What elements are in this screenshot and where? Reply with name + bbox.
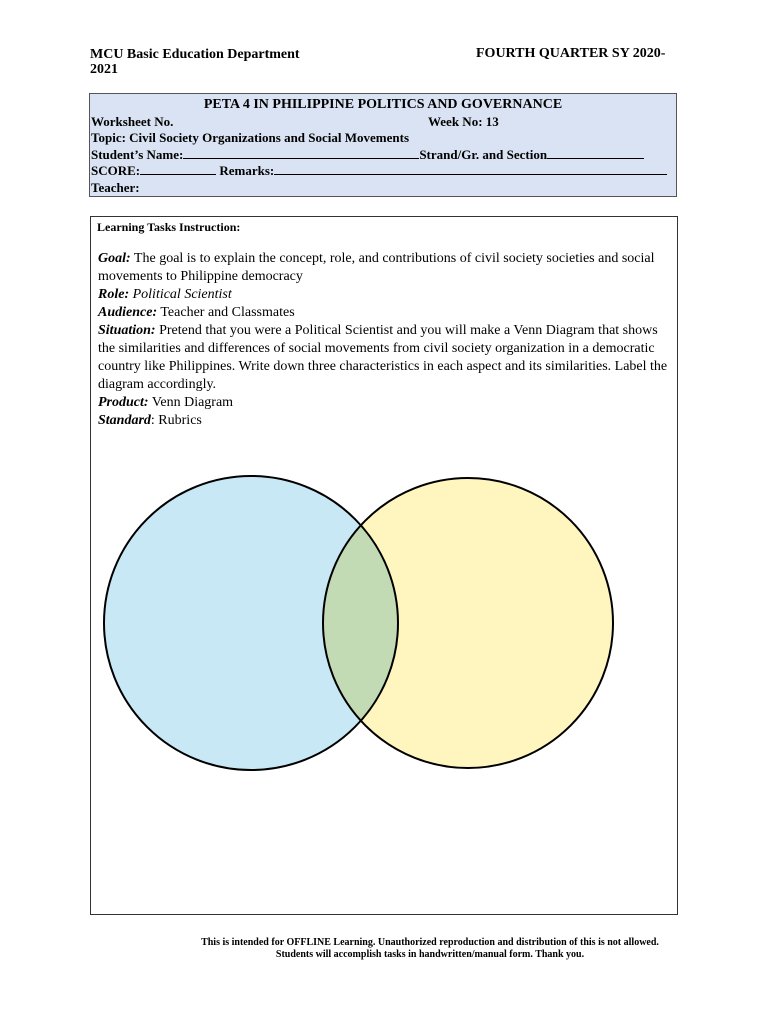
learning-tasks-box — [90, 216, 678, 915]
strand-blank[interactable] — [547, 147, 644, 159]
footer-line-2: Students will accomplish tasks in handwritten/manual form. Thank you. — [275, 949, 585, 960]
student-name-label: Student’s Name: — [91, 147, 184, 162]
venn-diagram — [91, 217, 677, 914]
score-row — [91, 163, 667, 179]
goal-label: Goal: — [98, 251, 131, 266]
role-label: Role: — [98, 287, 130, 302]
teacher-label: Teacher: — [91, 180, 140, 195]
worksheet-info-box — [89, 93, 677, 197]
student-name-blank[interactable] — [183, 147, 419, 159]
role-text: Political Scientist — [132, 287, 232, 302]
goal-text: The goal is to explain the concept, role, and contributions of civil society societies and social movements to Philippine democracy — [98, 251, 655, 284]
remarks-label: Remarks: — [219, 163, 275, 178]
situation-text: Pretend that you were a Political Scientist and you will make a Venn Diagram that shows the similarities and differences of social movements from civil society organization in a democratic country like Philippines. Write down three characteristics in each aspect and its similarities. Label the diagram accordingly. — [98, 323, 668, 392]
quarter-label: FOURTH QUARTER SY 2020- — [476, 46, 666, 61]
department-name: MCU Basic Education Department — [90, 47, 300, 62]
footer-line-1: This is intended for OFFLINE Learning. Unauthorized reproduction and distribution of this is not allowed. — [201, 937, 659, 948]
topic: Topic: Civil Society Organizations and Social Movements — [91, 130, 410, 145]
worksheet-title: PETA 4 IN PHILIPPINE POLITICS AND GOVERNANCE — [203, 97, 563, 112]
score-label: SCORE: — [91, 163, 141, 178]
worksheet-number: Worksheet No. — [91, 114, 174, 129]
school-year: 2021 — [90, 62, 118, 77]
audience-label: Audience: — [98, 305, 158, 320]
product-text: Venn Diagram — [151, 395, 234, 410]
footer-note — [170, 937, 690, 961]
product-label: Product: — [98, 395, 149, 410]
standard-text: : Rubrics — [150, 413, 202, 428]
strand-label: Strand/Gr. and Section — [419, 147, 548, 162]
student-name-row — [91, 147, 644, 163]
task-heading: Learning Tasks Instruction: — [97, 220, 241, 234]
week-number: Week No: 13 — [428, 114, 499, 129]
score-blank[interactable] — [140, 163, 216, 175]
audience-text: Teacher and Classmates — [160, 305, 295, 320]
standard-label: Standard — [98, 413, 151, 428]
situation-label: Situation: — [98, 323, 156, 338]
remarks-blank[interactable] — [274, 163, 667, 175]
